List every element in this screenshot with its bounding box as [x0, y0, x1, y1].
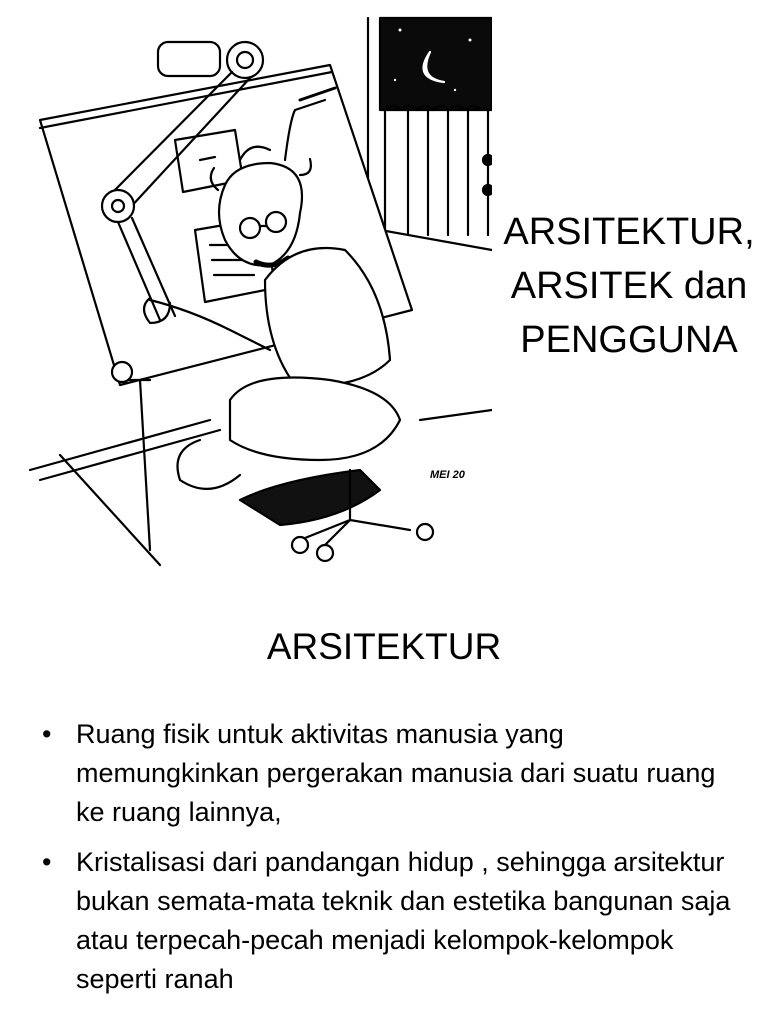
bullet-item: [42, 715, 742, 832]
architect-illustration: [0, 0, 492, 575]
slide-title: ARSITEKTUR: [266, 626, 502, 667]
title-line-1: ARSITEKTUR,: [503, 211, 755, 253]
bullet-list: [42, 715, 742, 1010]
bullet-item: [42, 843, 742, 999]
title-line-3: PENGGUNA: [520, 319, 738, 361]
title-line-2: ARSITEK dan: [510, 265, 748, 307]
bullet-text: Ruang fisik untuk aktivitas manusia yang memungkinkan pergerakan manusia dari suatu ruang ke ruang lainnya,: [76, 719, 716, 827]
bullet-text: Kristalisasi dari pandangan hidup , sehingga arsitektur bukan semata-mata teknik dan estetika bangunan saja atau terpecah-pecah menjadi kelompok-kelompok seperti ranah: [76, 847, 731, 994]
signature-text: MEI 20: [430, 469, 465, 481]
bullet-symbol: •: [42, 719, 52, 749]
presentation-title: [498, 205, 760, 367]
content-slide: [0, 585, 768, 1024]
bullet-symbol: •: [42, 847, 52, 877]
